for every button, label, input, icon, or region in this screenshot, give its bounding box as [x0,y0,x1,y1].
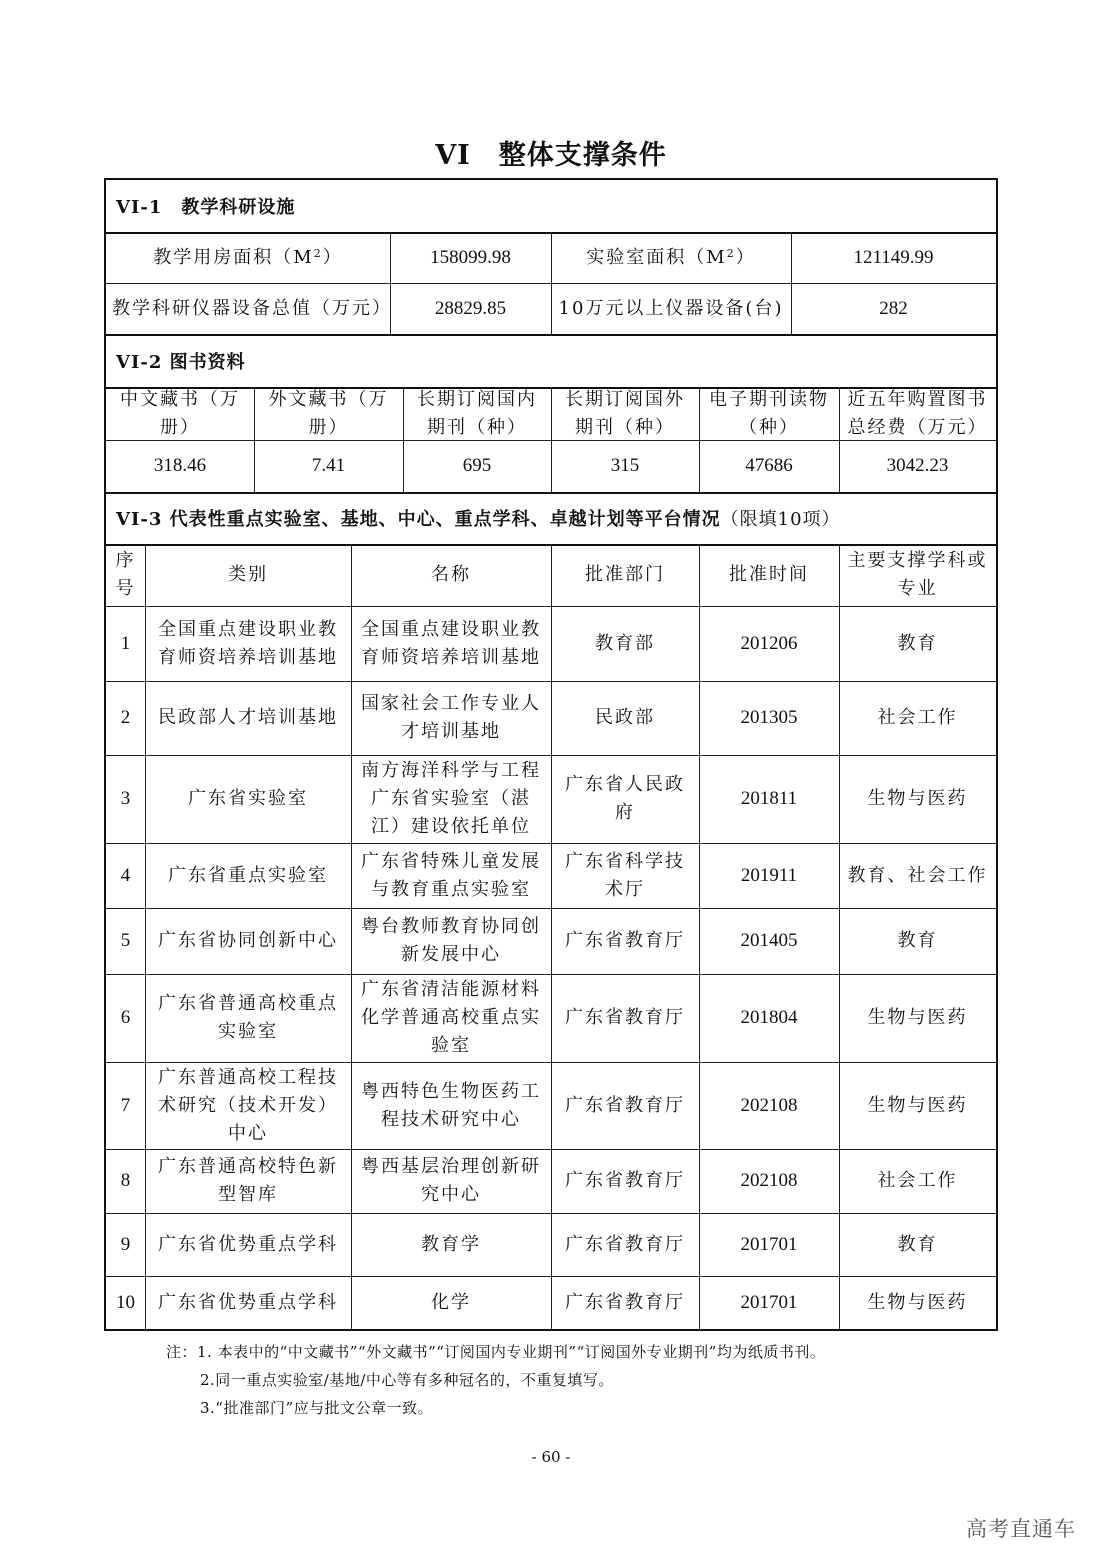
platform-row-6-approving-department: 广东省教育厅 [565,1007,685,1028]
watermark: 高考直通车 [966,1517,1076,1541]
library-header-5: 电子期刊读物（种） [709,388,829,438]
large-equipment-count: 282 [879,297,908,319]
platform-row-5-platform-name: 粤台教师教育协同创新发展中心 [361,916,541,965]
platform-row-5-category: 广东省协同创新中心 [158,930,338,951]
platform-row-7-row-number: 7 [120,1094,131,1116]
platform-row-6-supported-discipline: 生物与医药 [867,1007,968,1028]
platform-row-5-supported-discipline: 教育 [897,930,938,951]
platform-row-4-approval-time: 201911 [740,864,798,886]
platform-row-3-supported-discipline: 生物与医药 [867,788,968,809]
library-header-4: 长期订阅国外期刊（种） [565,388,685,438]
platform-row-10-category: 广东省优势重点学科 [158,1291,338,1313]
platform-row-2-approval-time: 201305 [740,707,798,728]
library-value-4: 315 [610,455,640,476]
support-conditions-table [104,178,998,1331]
superscript: 2 [313,246,323,260]
platform-header-2: 类别 [228,564,268,585]
note-3: 3.“批准部门”应与批文公章一致。 [200,1399,434,1417]
large-equipment-label: 10万元以上仪器设备(台) [558,297,784,319]
section-heading-text: VI-2 图书资料 [116,351,246,373]
platform-row-9-approving-department: 广东省教育厅 [565,1233,685,1255]
platform-row-2-platform-name: 国家社会工作专业人才培训基地 [361,693,541,742]
platform-row-2-row-number: 2 [120,707,131,728]
section-vi-1-heading [106,180,996,232]
library-value-5: 47686 [745,455,793,476]
library-value-1: 318.46 [153,455,207,476]
equipment-value: 28829.85 [434,297,507,319]
platform-row-8-approval-time: 202108 [740,1170,798,1191]
platform-row-9-approval-time: 201701 [740,1233,798,1255]
platform-row-5-approval-time: 201405 [740,930,798,951]
platform-row-9-platform-name: 教育学 [421,1233,481,1255]
label-text: 教学用房面积（M [153,246,314,268]
platform-row-4-supported-discipline: 教育、社会工作 [847,864,988,886]
platform-row-8-platform-name: 粤西基层治理创新研究中心 [361,1156,541,1205]
platform-row-3-approving-department: 广东省人民政府 [565,774,685,823]
platform-row-9-supported-discipline: 教育 [897,1233,938,1255]
platform-row-8-supported-discipline: 社会工作 [877,1170,958,1191]
platform-row-5-approving-department: 广东省教育厅 [565,930,685,951]
platform-row-7-category: 广东普通高校工程技术研究（技术开发）中心 [158,1066,338,1144]
lab-area-value: 121149.99 [853,246,934,268]
library-value-2: 7.41 [311,455,346,476]
platform-row-1-category: 全国重点建设职业教育师资培养培训基地 [158,618,338,668]
platform-header-6: 主要支撑学科或专业 [847,550,988,599]
platform-header-5: 批准时间 [729,564,809,585]
platform-row-10-supported-discipline: 生物与医药 [867,1291,968,1313]
platform-row-3-platform-name: 南方海洋科学与工程广东省实验室（湛江）建设依托单位 [361,760,541,837]
platform-row-4-category: 广东省重点实验室 [168,864,328,886]
platform-row-3-category: 广东省实验室 [188,788,308,809]
platform-row-7-approving-department: 广东省教育厅 [565,1094,685,1116]
teaching-area-value: 158099.98 [430,246,511,268]
platform-header-4: 批准部门 [585,564,665,585]
platform-row-7-supported-discipline: 生物与医药 [867,1094,968,1116]
library-header-2: 外文藏书（万册） [268,388,389,438]
platform-row-1-approval-time: 201206 [740,632,798,654]
platform-header-3: 名称 [431,564,471,585]
label-close-paren: ） [735,246,756,268]
platform-row-2-category: 民政部人才培训基地 [158,707,338,728]
platform-row-3-row-number: 3 [120,788,131,809]
page-number: - 60 - [531,1448,571,1466]
platform-row-10-approval-time: 201701 [740,1291,798,1313]
platform-row-6-category: 广东省普通高校重点实验室 [158,993,338,1042]
platform-row-2-supported-discipline: 社会工作 [877,707,958,728]
section-heading-note: （限填10项） [720,509,841,530]
platform-row-3-approval-time: 201811 [740,788,798,809]
platform-row-8-approving-department: 广东省教育厅 [565,1170,685,1191]
library-value-3: 695 [462,455,492,476]
label-close-paren: ） [322,246,343,268]
section-vi-3-heading [106,492,996,544]
library-header-1: 中文藏书（万册） [120,388,240,438]
note-1: 注：1. 本表中的“中文藏书”“外文藏书”“订阅国内专业期刊”“订阅国外专业期刊”均为纸质书刊。 [166,1343,826,1361]
page-title: VI 整体支撑条件 [435,140,667,171]
superscript: 2 [726,246,736,260]
section-heading-text: VI-3 代表性重点实验室、基地、中心、重点学科、卓越计划等平台情况 [116,509,721,530]
platform-row-4-platform-name: 广东省特殊儿童发展与教育重点实验室 [361,850,541,900]
label-text: 实验室面积（M [586,246,727,268]
platform-row-6-approval-time: 201804 [740,1007,798,1028]
platform-row-6-platform-name: 广东省清洁能源材料化学普通高校重点实验室 [361,979,541,1056]
platform-row-10-platform-name: 化学 [431,1291,471,1313]
library-value-6: 3042.23 [886,455,949,476]
platform-row-1-supported-discipline: 教育 [897,632,938,654]
platform-row-7-platform-name: 粤西特色生物医药工程技术研究中心 [361,1080,541,1130]
platform-row-5-row-number: 5 [120,930,131,951]
section-vi-2-heading [106,334,996,387]
teaching-area-label [106,232,390,283]
note-2: 2.同一重点实验室/基地/中心等有多种冠名的，不重复填写。 [200,1371,614,1389]
platform-row-10-approving-department: 广东省教育厅 [565,1291,685,1313]
platform-row-4-approving-department: 广东省科学技术厅 [565,850,685,900]
equipment-value-label: 教学科研仪器设备总值（万元） [112,297,392,319]
section-heading-text: VI-1 教学科研设施 [116,197,296,218]
platform-row-9-row-number: 9 [120,1233,131,1255]
library-header-6: 近五年购置图书总经费（万元） [847,388,988,438]
table-notes [166,1338,825,1422]
platform-row-10-row-number: 10 [116,1291,135,1313]
library-header-3: 长期订阅国内期刊（种） [417,388,537,438]
platform-row-6-row-number: 6 [120,1007,131,1028]
lab-area-label [551,232,791,283]
platform-row-1-approving-department: 教育部 [595,632,655,654]
platform-row-4-row-number: 4 [120,864,131,886]
platform-row-2-approving-department: 民政部 [595,707,655,728]
platform-row-8-category: 广东普通高校特色新型智库 [158,1156,338,1205]
platform-header-1: 序号 [115,550,136,599]
platform-row-8-row-number: 8 [120,1170,131,1191]
platform-row-9-category: 广东省优势重点学科 [158,1233,338,1255]
platform-row-1-row-number: 1 [120,632,131,654]
platform-row-1-platform-name: 全国重点建设职业教育师资培养培训基地 [361,618,541,668]
platform-row-7-approval-time: 202108 [740,1094,798,1116]
